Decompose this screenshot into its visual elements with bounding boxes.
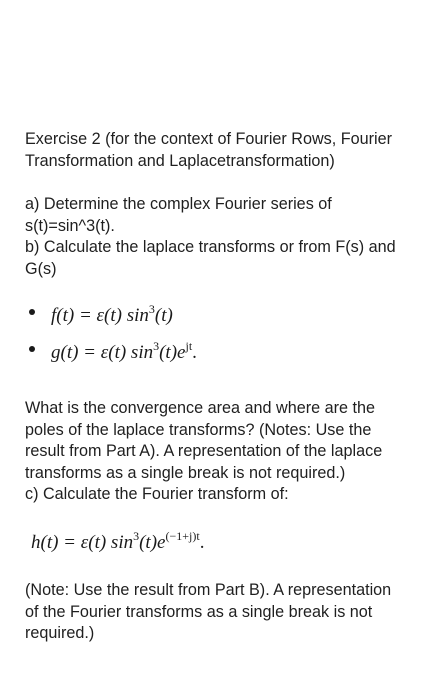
question-line-4: transforms as a single break is not required.) bbox=[25, 463, 346, 482]
part-a-line-1: a) Determine the complex Fourier series of bbox=[25, 195, 332, 213]
note-line-3: required.) bbox=[25, 624, 95, 642]
part-a-line-2: s(t)=sin^3(t). bbox=[25, 216, 115, 235]
part-c-line: c) Calculate the Fourier transform of: bbox=[25, 485, 289, 503]
note-text bbox=[25, 580, 420, 645]
title-line-2: Transformation and Laplacetransformation) bbox=[25, 151, 335, 170]
formula-h: h(t) = ε(t) $\sin^3(t)e^{(-1+j)t}$. bbox=[31, 529, 205, 553]
question-text bbox=[25, 398, 420, 506]
note-line-2: of the Fourier transforms as a single break is not bbox=[25, 602, 373, 621]
exercise-title bbox=[25, 129, 420, 172]
formula-g: g(t) = ε(t) $\sin^3(t)e^{jt}$. bbox=[51, 339, 197, 363]
question-line-3: result from Part A). A representation of the laplace bbox=[25, 442, 383, 460]
title-line-1: Exercise 2 (for the context of Fourier Rows, Fourier bbox=[25, 130, 393, 148]
question-line-2: poles of the laplace transforms? (Notes: Use the bbox=[25, 420, 372, 439]
bullet-icon bbox=[29, 346, 35, 352]
bullet-icon bbox=[29, 309, 35, 315]
formula-f: f(t) = ε(t) $\sin^3(t)$ bbox=[51, 302, 173, 326]
part-b-line-1: b) Calculate the laplace transforms or from F(s) and bbox=[25, 238, 396, 256]
formula-g-item bbox=[29, 339, 197, 368]
part-b-line-2: G(s) bbox=[25, 259, 57, 278]
part-a-b-text bbox=[25, 194, 420, 280]
note-line-1: (Note: Use the result from Part B). A representation bbox=[25, 581, 392, 599]
formula-f-item bbox=[29, 302, 173, 331]
question-line-1: What is the convergence area and where are the bbox=[25, 399, 376, 417]
